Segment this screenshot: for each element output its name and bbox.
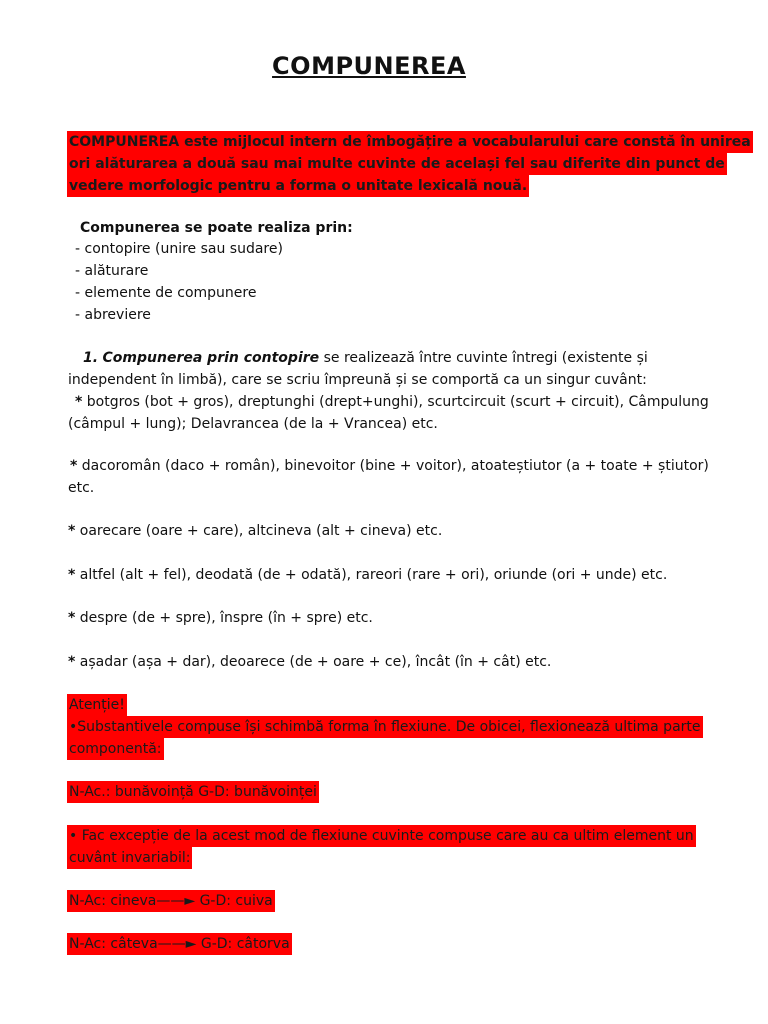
- method-item: - contopire (unire sau sudare): [75, 241, 283, 257]
- section-1-lead: Compunerea prin contopire: [102, 350, 320, 366]
- example-2-line-2: etc.: [68, 480, 95, 496]
- definition-line-1: COMPUNEREA este mijlocul intern de îmbogățire a vocabularului care constă în unirea: [67, 131, 753, 153]
- section-1-line-2: independent în limbă), care se scriu împreună și se comportă ca un singur cuvânt:: [68, 372, 647, 388]
- attention-note-1-line-1: •Substantivele compuse își schimbă forma în flexiune. De obicei, flexionează ultima parte: [67, 716, 703, 738]
- example-text: oarecare (oare + care), altcineva (alt + cineva) etc.: [75, 523, 443, 539]
- method-item: - elemente de compunere: [75, 285, 257, 301]
- example-5: [68, 607, 373, 629]
- methods-heading: Compunerea se poate realiza prin:: [80, 220, 353, 236]
- attention-example-3: N-Ac: câteva——► G-D: câtorva: [67, 933, 292, 955]
- attention-example-1: N-Ac.: bunăvoință G-D: bunăvoinței: [67, 781, 319, 803]
- attention-note-2-line-2: cuvânt invariabil:: [67, 847, 192, 869]
- method-item: - alăturare: [75, 263, 149, 279]
- example-text: despre (de + spre), înspre (în + spre) etc.: [75, 610, 373, 626]
- attention-example-2: N-Ac: cineva——► G-D: cuiva: [67, 890, 275, 912]
- example-3: [68, 520, 442, 542]
- example-1-line-1: [75, 391, 709, 413]
- bullet-star: *: [75, 394, 83, 410]
- bullet-star: *: [68, 567, 76, 583]
- bullet-star: *: [68, 523, 76, 539]
- bullet-star: *: [68, 654, 76, 670]
- example-text: așadar (așa + dar), deoarece (de + oare + ce), încât (în + cât) etc.: [75, 654, 552, 670]
- example-1-line-2: (câmpul + lung); Delavrancea (de la + Vrancea) etc.: [68, 416, 438, 432]
- attention-label: Atenție!: [67, 694, 127, 716]
- example-text: dacoromân (daco + român), binevoitor (bine + voitor), atoateștiutor (a + toate + știutor): [77, 458, 709, 474]
- section-1-line-1: [83, 347, 648, 369]
- definition-line-2: ori alăturarea a două sau mai multe cuvinte de același fel sau diferite din punct de: [67, 153, 727, 175]
- attention-note-1-line-2: componentă:: [67, 738, 164, 760]
- example-6: [68, 651, 551, 673]
- method-item: - abreviere: [75, 307, 151, 323]
- bullet-star: *: [70, 458, 78, 474]
- section-1-number: 1.: [83, 350, 99, 366]
- attention-note-2-line-1: • Fac excepție de la acest mod de flexiune cuvinte compuse care au ca ultim element un: [67, 825, 696, 847]
- section-1-rest: se realizează între cuvinte întregi (existente și: [319, 350, 648, 366]
- example-4: [68, 564, 667, 586]
- bullet-star: *: [68, 610, 76, 626]
- page-title: COMPUNEREA: [272, 52, 466, 80]
- example-text: botgros (bot + gros), dreptunghi (drept+unghi), scurtcircuit (scurt + circuit), Câmpulung: [82, 394, 709, 410]
- example-2-line-1: [70, 455, 709, 477]
- example-text: altfel (alt + fel), deodată (de + odată), rareori (rare + ori), oriunde (ori + unde) etc.: [75, 567, 668, 583]
- definition-line-3: vedere morfologic pentru a forma o unitate lexicală nouă.: [67, 175, 529, 197]
